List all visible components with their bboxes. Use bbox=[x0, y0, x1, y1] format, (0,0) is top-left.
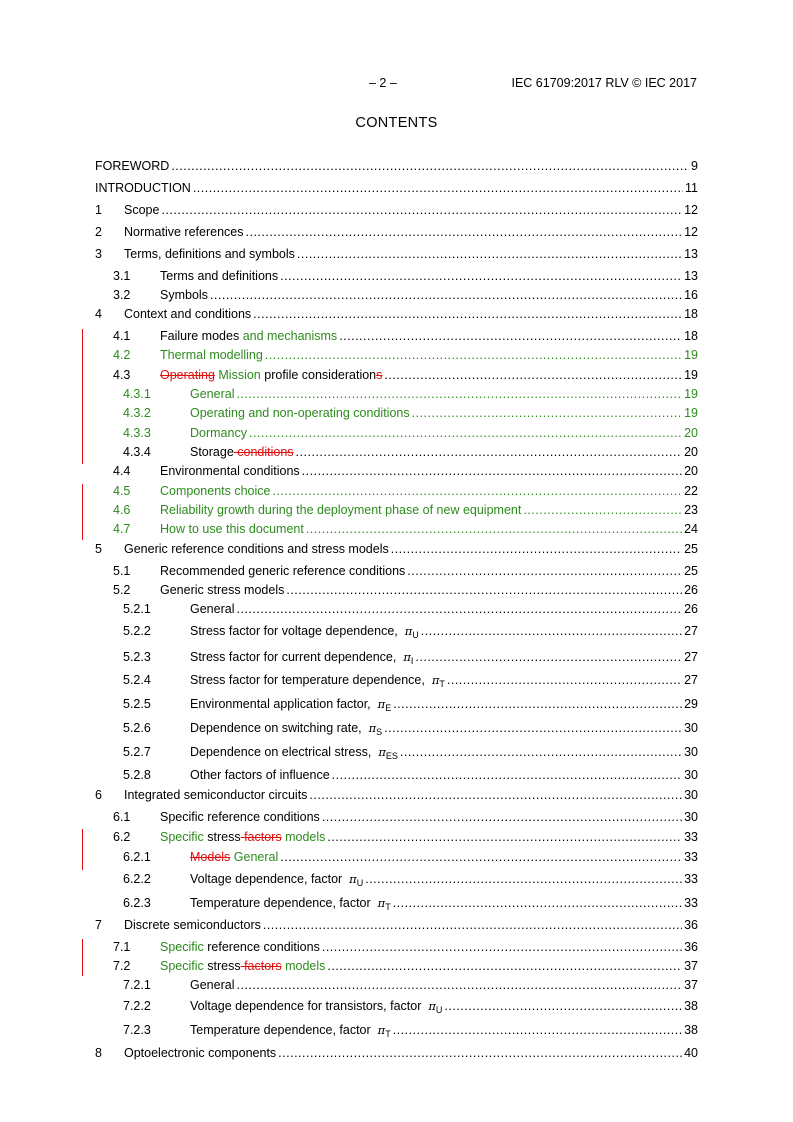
toc-page-number: 37 bbox=[684, 959, 698, 973]
toc-entry-number: 4.3.1 bbox=[123, 387, 151, 401]
toc-entry-number: 4.4 bbox=[113, 464, 131, 478]
toc-entry-title: Dependence on switching rate, $\pi_S$ bbox=[190, 721, 383, 737]
symbol-subscript: I bbox=[410, 656, 414, 666]
toc-entry[interactable] bbox=[95, 286, 698, 304]
toc-entry[interactable] bbox=[95, 540, 698, 558]
toc-entry-number: 4.7 bbox=[113, 522, 131, 536]
leader-dots bbox=[161, 201, 682, 219]
inserted-text: Specific bbox=[160, 830, 204, 844]
pi-symbol: π bbox=[403, 650, 411, 664]
toc-entry-title: General bbox=[190, 602, 235, 616]
toc-entry[interactable] bbox=[95, 201, 698, 219]
pi-symbol: π bbox=[378, 745, 386, 759]
toc-page-number: 29 bbox=[684, 697, 698, 711]
toc-page-number: 23 bbox=[684, 503, 698, 517]
toc-entry[interactable] bbox=[95, 1021, 698, 1039]
toc-entry-number: 6.2.1 bbox=[123, 850, 151, 864]
leader-dots bbox=[322, 938, 682, 956]
change-bar bbox=[82, 939, 83, 976]
leader-dots bbox=[302, 462, 682, 480]
toc-entry[interactable] bbox=[95, 520, 698, 538]
leader-dots bbox=[278, 1044, 682, 1062]
toc-entry-number: 4.1 bbox=[113, 329, 131, 343]
toc-page-number: 33 bbox=[684, 830, 698, 844]
leader-dots bbox=[265, 346, 682, 364]
toc-entry[interactable] bbox=[95, 267, 698, 285]
toc-entry[interactable] bbox=[95, 366, 698, 384]
toc-entry-number: 6.1 bbox=[113, 810, 131, 824]
toc-page-number: 19 bbox=[684, 368, 698, 382]
toc-entry-number: 5.1 bbox=[113, 564, 131, 578]
toc-entry[interactable] bbox=[95, 997, 698, 1015]
toc-entry-number: 4.6 bbox=[113, 503, 131, 517]
toc-entry[interactable] bbox=[95, 562, 698, 580]
toc-page-number: 19 bbox=[684, 348, 698, 362]
toc-entry-number: 4.3.3 bbox=[123, 426, 151, 440]
leader-dots bbox=[306, 520, 682, 538]
leader-dots bbox=[393, 894, 682, 912]
leader-dots bbox=[253, 305, 682, 323]
toc-page-number: 12 bbox=[684, 225, 698, 239]
toc-entry[interactable] bbox=[95, 957, 698, 975]
symbol-subscript: S bbox=[376, 727, 383, 737]
toc-entry[interactable] bbox=[95, 424, 698, 442]
toc-page-number: 30 bbox=[684, 768, 698, 782]
toc-entry[interactable] bbox=[95, 462, 698, 480]
leader-dots bbox=[444, 997, 682, 1015]
toc-entry-title: Components choice bbox=[160, 484, 271, 498]
toc-entry-number: 7.2.3 bbox=[123, 1023, 151, 1037]
toc-entry-title: How to use this document bbox=[160, 522, 304, 536]
leader-dots bbox=[263, 916, 682, 934]
leader-dots bbox=[236, 600, 682, 618]
toc-entry[interactable] bbox=[95, 1044, 698, 1062]
symbol-subscript: U bbox=[435, 1005, 443, 1015]
toc-entry-title: Normative references bbox=[124, 225, 244, 239]
toc-entry-title: Stress factor for voltage dependence, $\pi_U$ bbox=[190, 624, 419, 640]
toc-entry-title: Operating Mission profile considerations bbox=[160, 368, 383, 382]
toc-entry-number: 3.2 bbox=[113, 288, 131, 302]
toc-page-number: 20 bbox=[684, 464, 698, 478]
document-reference: IEC 61709:2017 RLV © IEC 2017 bbox=[511, 76, 697, 90]
toc-entry-number: 5.2 bbox=[113, 583, 131, 597]
leader-dots bbox=[309, 786, 682, 804]
toc-entry-title: Generic stress models bbox=[160, 583, 285, 597]
deleted-text: Operating bbox=[160, 368, 215, 382]
leader-dots bbox=[384, 366, 682, 384]
toc-entry-title: Recommended generic reference conditions bbox=[160, 564, 406, 578]
toc-entry-title: Environmental application factor, $\pi_E$ bbox=[190, 697, 392, 713]
toc-page-number: 38 bbox=[684, 1023, 698, 1037]
toc-entry-title: Operating and non-operating conditions bbox=[190, 406, 410, 420]
toc-entry[interactable] bbox=[95, 443, 698, 461]
toc-page-number: 19 bbox=[684, 387, 698, 401]
toc-entry-number: 3 bbox=[95, 247, 102, 261]
inserted-text: Mission bbox=[218, 368, 261, 382]
toc-entry-number: 6.2.3 bbox=[123, 896, 151, 910]
toc-page-number: 27 bbox=[684, 624, 698, 638]
toc-entry-title: Stress factor for current dependence, $\pi_I$ bbox=[190, 650, 414, 666]
toc-entry[interactable] bbox=[95, 786, 698, 804]
toc-entry[interactable] bbox=[95, 157, 698, 175]
leader-dots bbox=[210, 286, 682, 304]
toc-entry-number: 3.1 bbox=[113, 269, 131, 283]
symbol-subscript: U bbox=[356, 878, 364, 888]
toc-entry[interactable] bbox=[95, 916, 698, 934]
toc-entry-title: Thermal modelling bbox=[160, 348, 263, 362]
toc-page-number: 27 bbox=[684, 673, 698, 687]
toc-entry[interactable] bbox=[95, 482, 698, 500]
leader-dots bbox=[236, 385, 682, 403]
toc-entry-title: General bbox=[190, 978, 235, 992]
toc-entry-title: Discrete semiconductors bbox=[124, 918, 261, 932]
toc-entry-number: 5 bbox=[95, 542, 102, 556]
toc-entry-number: 5.2.7 bbox=[123, 745, 151, 759]
leader-dots bbox=[297, 245, 682, 263]
pi-symbol: π bbox=[428, 999, 436, 1013]
toc-entry[interactable] bbox=[95, 245, 698, 263]
leader-dots bbox=[393, 1021, 682, 1039]
toc-entry[interactable] bbox=[95, 501, 698, 519]
symbol-subscript: ES bbox=[385, 751, 398, 761]
toc-entry-title: Temperature dependence, factor $\pi_T$ bbox=[190, 896, 391, 912]
toc-entry-title: Specific stress factors models bbox=[160, 830, 326, 844]
toc-entry[interactable] bbox=[95, 581, 698, 599]
toc-page-number: 33 bbox=[684, 896, 698, 910]
leader-dots bbox=[322, 808, 682, 826]
toc-entry-number: 7 bbox=[95, 918, 102, 932]
deleted-text: Models bbox=[190, 850, 231, 864]
toc-entry-number: 5.2.5 bbox=[123, 697, 151, 711]
change-bar bbox=[82, 484, 83, 540]
page-number: – 2 – bbox=[369, 76, 397, 90]
toc-entry[interactable] bbox=[95, 648, 698, 666]
inserted-text: models bbox=[285, 959, 326, 973]
toc-entry-title: Generic reference conditions and stress models bbox=[124, 542, 389, 556]
deleted-text: conditions bbox=[233, 445, 294, 459]
inserted-text: Specific bbox=[160, 959, 204, 973]
leader-dots bbox=[332, 766, 682, 784]
toc-entry-number: 5.2.1 bbox=[123, 602, 151, 616]
leader-dots bbox=[393, 695, 682, 713]
toc-page-number: 36 bbox=[684, 940, 698, 954]
toc-entry-number: 4 bbox=[95, 307, 102, 321]
toc-entry-title: Terms and definitions bbox=[160, 269, 279, 283]
toc-page-number: 26 bbox=[684, 583, 698, 597]
toc-entry[interactable] bbox=[95, 600, 698, 618]
toc-page-number: 25 bbox=[684, 542, 698, 556]
toc-entry[interactable] bbox=[95, 671, 698, 689]
toc-page-number: 18 bbox=[684, 307, 698, 321]
toc-entry-number: 5.2.8 bbox=[123, 768, 151, 782]
toc-entry-title: Specific stress factors models bbox=[160, 959, 326, 973]
toc-entry-number: 7.1 bbox=[113, 940, 131, 954]
leader-dots bbox=[272, 482, 682, 500]
toc-page-number: 36 bbox=[684, 918, 698, 932]
leader-dots bbox=[391, 540, 682, 558]
toc-entry-title: Other factors of influence bbox=[190, 768, 330, 782]
toc-page-number: 12 bbox=[684, 203, 698, 217]
toc-entry-number: 6 bbox=[95, 788, 102, 802]
toc-entry-title: Dormancy bbox=[190, 426, 247, 440]
toc-entry[interactable] bbox=[95, 894, 698, 912]
toc-entry-number: 6.2.2 bbox=[123, 872, 151, 886]
toc-entry[interactable] bbox=[95, 870, 698, 888]
toc-entry-title: General bbox=[190, 387, 235, 401]
leader-dots bbox=[365, 870, 682, 888]
toc-page-number: 22 bbox=[684, 484, 698, 498]
pi-symbol: π bbox=[404, 624, 413, 638]
inserted-text: Specific bbox=[160, 940, 204, 954]
toc-entry[interactable] bbox=[95, 179, 698, 197]
toc-entry-number: 4.3.2 bbox=[123, 406, 151, 420]
contents-title: CONTENTS bbox=[355, 115, 438, 131]
toc-page-number: 40 bbox=[684, 1046, 698, 1060]
pi-symbol: π bbox=[377, 896, 386, 910]
leader-dots bbox=[407, 562, 682, 580]
change-bar bbox=[82, 829, 83, 870]
pi-symbol: π bbox=[368, 721, 377, 735]
leader-dots bbox=[523, 501, 682, 519]
pi-symbol: π bbox=[349, 872, 357, 886]
change-bar bbox=[82, 329, 83, 464]
toc-entry-number: 5.2.2 bbox=[123, 624, 151, 638]
leader-dots bbox=[339, 327, 682, 345]
leader-dots bbox=[400, 743, 682, 761]
leader-dots bbox=[286, 581, 682, 599]
toc-page-number: 26 bbox=[684, 602, 698, 616]
toc-entry-title: Dependence on electrical stress, $\pi_{ES}$ bbox=[190, 745, 398, 761]
leader-dots bbox=[296, 443, 683, 461]
toc-entry-title: Context and conditions bbox=[124, 307, 252, 321]
inserted-text: models bbox=[285, 830, 326, 844]
toc-entry[interactable] bbox=[95, 695, 698, 713]
toc-entry-title bbox=[190, 848, 278, 866]
toc-entry-title: Specific reference conditions bbox=[160, 940, 320, 954]
leader-dots bbox=[246, 223, 683, 241]
toc-entry-number: 4.3 bbox=[113, 368, 131, 382]
toc-entry-number: 4.3.4 bbox=[123, 445, 151, 459]
toc-page-number: 27 bbox=[684, 650, 698, 664]
toc-entry-number: 4.2 bbox=[113, 348, 131, 362]
toc-entry-title: Terms, definitions and symbols bbox=[124, 247, 295, 261]
leader-dots bbox=[384, 719, 682, 737]
toc-entry-title: Voltage dependence for transistors, factor $\pi_U$ bbox=[190, 999, 443, 1015]
toc-entry-title: Voltage dependence, factor $\pi_U$ bbox=[190, 872, 364, 888]
toc-page-number: 38 bbox=[684, 999, 698, 1013]
toc-page-number: 9 bbox=[691, 159, 698, 173]
toc-entry-title: Reliability growth during the deployment phase of new equipment bbox=[160, 503, 522, 517]
toc-entry-title: Symbols bbox=[160, 288, 208, 302]
toc-page-number: 30 bbox=[684, 721, 698, 735]
leader-dots bbox=[415, 648, 682, 666]
toc-entry-title: Scope bbox=[124, 203, 160, 217]
leader-dots bbox=[171, 157, 689, 175]
toc-entry-title: INTRODUCTION bbox=[95, 181, 191, 195]
toc-entry-title: Temperature dependence, factor $\pi_T$ bbox=[190, 1023, 391, 1039]
toc-page-number: 30 bbox=[684, 745, 698, 759]
leader-dots bbox=[280, 848, 682, 866]
toc-page-number: 37 bbox=[684, 978, 698, 992]
toc-entry-title: Optoelectronic components bbox=[124, 1046, 277, 1060]
toc-page-number: 24 bbox=[684, 522, 698, 536]
toc-page-number: 25 bbox=[684, 564, 698, 578]
pi-symbol: π bbox=[377, 697, 386, 711]
toc-entry[interactable] bbox=[95, 385, 698, 403]
toc-entry-number: 8 bbox=[95, 1046, 102, 1060]
toc-page-number: 13 bbox=[684, 269, 698, 283]
deleted-text: s bbox=[376, 368, 383, 382]
toc-page-number: 30 bbox=[684, 810, 698, 824]
toc-entry[interactable] bbox=[95, 305, 698, 323]
page-header bbox=[0, 76, 793, 92]
leader-dots bbox=[327, 957, 682, 975]
toc-entry-number: 1 bbox=[95, 203, 102, 217]
toc-page-number: 11 bbox=[685, 181, 698, 195]
toc-entry[interactable] bbox=[95, 327, 698, 345]
symbol-subscript: T bbox=[439, 679, 445, 689]
symbol-subscript: T bbox=[385, 902, 391, 912]
toc-page-number: 33 bbox=[684, 850, 698, 864]
toc-entry[interactable] bbox=[95, 404, 698, 422]
toc-page-number: 33 bbox=[684, 872, 698, 886]
toc-entry[interactable] bbox=[95, 848, 698, 866]
leader-dots bbox=[236, 976, 682, 994]
leader-dots bbox=[327, 828, 682, 846]
toc-page-number: 30 bbox=[684, 788, 698, 802]
toc-entry-title: Specific reference conditions bbox=[160, 810, 320, 824]
deleted-text: factors bbox=[240, 959, 282, 973]
toc-page-number: 16 bbox=[684, 288, 698, 302]
toc-entry-number: 6.2 bbox=[113, 830, 131, 844]
deleted-text: factors bbox=[240, 830, 282, 844]
toc-entry[interactable] bbox=[95, 346, 698, 364]
toc-entry-number: 5.2.4 bbox=[123, 673, 151, 687]
toc-entry-number: 5.2.6 bbox=[123, 721, 151, 735]
toc-entry-number: 5.2.3 bbox=[123, 650, 151, 664]
toc-page-number: 13 bbox=[684, 247, 698, 261]
leader-dots bbox=[421, 622, 682, 640]
toc-entry-number: 7.2.1 bbox=[123, 978, 151, 992]
toc-entry[interactable] bbox=[95, 766, 698, 784]
toc-page-number: 19 bbox=[684, 406, 698, 420]
leader-dots bbox=[280, 267, 682, 285]
symbol-subscript: E bbox=[385, 703, 392, 713]
toc-entry[interactable] bbox=[95, 223, 698, 241]
toc-entry-title: Stress factor for temperature dependence, $\pi_T$ bbox=[190, 673, 445, 689]
pi-symbol: π bbox=[431, 673, 440, 687]
toc-entry[interactable] bbox=[95, 938, 698, 956]
symbol-subscript: U bbox=[412, 630, 419, 640]
leader-dots bbox=[412, 404, 682, 422]
toc-entry-number: 2 bbox=[95, 225, 102, 239]
toc-page-number: 20 bbox=[684, 445, 698, 459]
toc-entry-title: Integrated semiconductor circuits bbox=[124, 788, 308, 802]
toc-entry-number: 7.2 bbox=[113, 959, 131, 973]
leader-dots bbox=[193, 179, 683, 197]
leader-dots bbox=[249, 424, 682, 442]
toc-entry-title: Environmental conditions bbox=[160, 464, 300, 478]
toc-entry[interactable] bbox=[95, 808, 698, 826]
toc-entry-number: 4.5 bbox=[113, 484, 131, 498]
toc-entry-title: Storage conditions bbox=[190, 445, 294, 459]
toc-entry-title: Failure modes and mechanisms bbox=[160, 329, 338, 343]
pi-symbol: π bbox=[377, 1023, 386, 1037]
toc-entry-number: 7.2.2 bbox=[123, 999, 151, 1013]
toc-entry[interactable] bbox=[95, 743, 698, 761]
leader-dots bbox=[447, 671, 682, 689]
toc-entry[interactable] bbox=[95, 622, 698, 640]
symbol-subscript: T bbox=[385, 1029, 391, 1039]
toc-page-number: 18 bbox=[684, 329, 698, 343]
toc-page-number: 20 bbox=[684, 426, 698, 440]
inserted-text: General bbox=[233, 850, 279, 864]
toc-entry[interactable] bbox=[95, 828, 698, 846]
toc-entry[interactable] bbox=[95, 976, 698, 994]
inserted-text: and mechanisms bbox=[242, 329, 338, 343]
toc-entry-title: FOREWORD bbox=[95, 159, 170, 173]
toc-entry[interactable] bbox=[95, 719, 698, 737]
